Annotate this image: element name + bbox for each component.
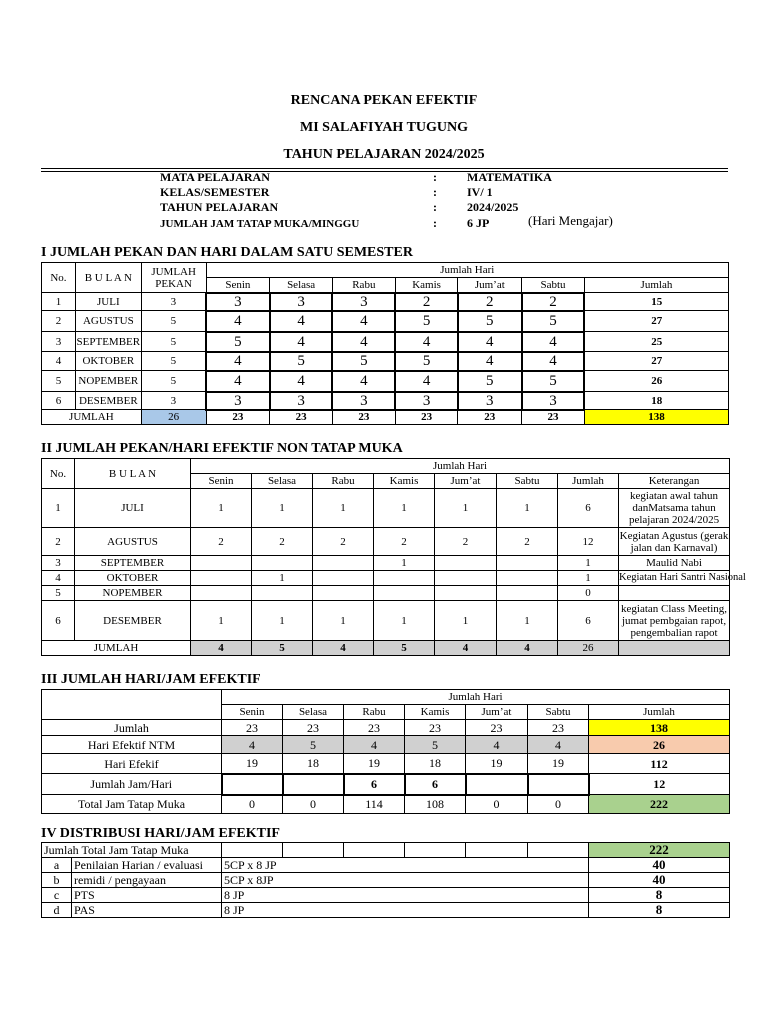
- row-day-value: 1: [374, 489, 435, 528]
- row-no: 5: [42, 371, 76, 392]
- info-sep: :: [433, 185, 437, 199]
- row-day-value: 1: [252, 571, 313, 586]
- row-day-value: 2: [458, 293, 522, 311]
- summary-day: 5: [252, 641, 313, 656]
- blank-cell: [466, 843, 528, 858]
- section-4-title: IV DISTRIBUSI HARI/JAM EFEKTIF: [41, 826, 280, 841]
- row-day-value: 6: [344, 774, 405, 795]
- row-day-value: 4: [466, 736, 528, 754]
- row-day-value: 1: [191, 489, 252, 528]
- row-day-value: 5: [458, 311, 522, 332]
- row-day-value: 4: [332, 332, 395, 352]
- header-keterangan: Keterangan: [619, 474, 730, 489]
- table-row: [42, 843, 730, 858]
- header-rule-bottom: [41, 171, 728, 172]
- summary-label: JUMLAH: [42, 641, 191, 656]
- row-label: Hari Efekif: [42, 754, 222, 774]
- row-day-value: 1: [374, 601, 435, 641]
- blank-cell: [405, 843, 466, 858]
- row-total: 15: [584, 293, 728, 311]
- row-day-value: 4: [332, 311, 395, 332]
- row-day-value: [435, 586, 497, 601]
- row-day-value: 5: [395, 352, 458, 371]
- row-day-value: 4: [395, 371, 458, 392]
- table-non-tatap-muka: [41, 458, 746, 656]
- row-day-value: 5: [206, 332, 270, 352]
- info-label: MATA PELAJARAN: [160, 170, 270, 184]
- blank-cell: [528, 843, 589, 858]
- row-day-value: [191, 586, 252, 601]
- table-row: [42, 903, 730, 918]
- row-no: 6: [42, 601, 75, 641]
- table-row: [42, 556, 730, 571]
- row-day-value: 23: [222, 720, 283, 736]
- row-day-value: 4: [270, 371, 333, 392]
- header-day: Sabtu: [497, 474, 558, 489]
- blank-cell: [344, 843, 405, 858]
- row-no: 3: [42, 332, 76, 352]
- row-month: AGUSTUS: [75, 528, 191, 556]
- row-day-value: [497, 571, 558, 586]
- row-day-value: 0: [528, 795, 589, 814]
- row-month: SEPTEMBER: [75, 332, 141, 352]
- row-label: Jumlah Total Jam Tatap Muka: [42, 843, 222, 858]
- row-day-value: [191, 556, 252, 571]
- summary-total: 138: [584, 410, 728, 425]
- row-no: 6: [42, 392, 76, 410]
- row-no: 2: [42, 311, 76, 332]
- row-total: 26: [589, 736, 730, 754]
- row-day-value: 4: [522, 352, 585, 371]
- row-day-value: 23: [283, 720, 344, 736]
- header-day: Kamis: [374, 474, 435, 489]
- info-label: JUMLAH JAM TATAP MUKA/MINGGU: [160, 218, 360, 230]
- row-total: 40: [589, 873, 730, 888]
- row-day-value: 4: [458, 332, 522, 352]
- table-row: [42, 774, 730, 795]
- row-weeks: 5: [141, 311, 206, 332]
- table-row: [42, 293, 729, 311]
- row-day-value: 2: [191, 528, 252, 556]
- row-day-value: 4: [206, 371, 270, 392]
- row-day-value: 0: [222, 795, 283, 814]
- table-row: [42, 720, 730, 736]
- row-month: AGUSTUS: [75, 311, 141, 332]
- summary-day: 4: [435, 641, 497, 656]
- header-total: Jumlah: [589, 705, 730, 720]
- row-total: 222: [589, 843, 730, 858]
- row-weeks: 3: [141, 293, 206, 311]
- table-row: [42, 888, 730, 903]
- header-jumlah-hari: Jumlah Hari: [191, 459, 730, 474]
- header-day: Kamis: [395, 278, 458, 293]
- row-no: 2: [42, 528, 75, 556]
- row-day-value: 6: [405, 774, 466, 795]
- row-day-value: 3: [206, 293, 270, 311]
- info-sep: :: [433, 216, 437, 230]
- row-total: 0: [558, 586, 619, 601]
- row-day-value: [283, 774, 344, 795]
- header-day: Jum’at: [466, 705, 528, 720]
- table-row: [42, 571, 730, 586]
- row-day-value: [374, 586, 435, 601]
- header-day: Sabtu: [528, 705, 589, 720]
- info-value: 2024/2025: [467, 200, 519, 214]
- row-total: 8: [589, 903, 730, 918]
- table-pekan-hari: [41, 262, 729, 425]
- header-day: Rabu: [313, 474, 374, 489]
- header-blank: [42, 690, 222, 720]
- row-day-value: 5: [522, 311, 585, 332]
- summary-day: 23: [522, 410, 585, 425]
- row-no: 3: [42, 556, 75, 571]
- row-letter: b: [42, 873, 72, 888]
- header-day: Sabtu: [522, 278, 585, 293]
- row-day-value: 1: [313, 489, 374, 528]
- row-total: 25: [584, 332, 728, 352]
- row-total: 27: [584, 311, 728, 332]
- row-total: 18: [584, 392, 728, 410]
- info-note: (Hari Mengajar): [528, 213, 613, 228]
- row-total: 12: [558, 528, 619, 556]
- summary-day: 4: [313, 641, 374, 656]
- row-day-value: 1: [313, 601, 374, 641]
- row-label: PTS: [72, 888, 222, 903]
- summary-total: 26: [558, 641, 619, 656]
- row-day-value: 5: [395, 311, 458, 332]
- row-day-value: 4: [222, 736, 283, 754]
- row-day-value: 4: [458, 352, 522, 371]
- row-day-value: [313, 571, 374, 586]
- section-2-title: II JUMLAH PEKAN/HARI EFEKTIF NON TATAP MUKA: [41, 441, 403, 456]
- row-day-value: [222, 774, 283, 795]
- row-day-value: [374, 571, 435, 586]
- summary-weeks: 26: [141, 410, 206, 425]
- row-keterangan: kegiatan awal tahun danMatsama tahun pelajaran 2024/2025: [619, 489, 730, 528]
- row-day-value: 108: [405, 795, 466, 814]
- doc-title: RENCANA PEKAN EFEKTIF: [290, 93, 478, 108]
- row-month: JULI: [75, 293, 141, 311]
- row-day-value: 5: [405, 736, 466, 754]
- row-label: Hari Efektif NTM: [42, 736, 222, 754]
- row-total: 6: [558, 489, 619, 528]
- table-row: [42, 736, 730, 754]
- table-row: [42, 873, 730, 888]
- academic-year-title: TAHUN PELAJARAN 2024/2025: [283, 147, 485, 162]
- row-desc: 8 JP: [222, 903, 589, 918]
- row-total: 26: [584, 371, 728, 392]
- row-day-value: 2: [313, 528, 374, 556]
- row-day-value: 19: [222, 754, 283, 774]
- row-desc: 5CP x 8JP: [222, 873, 589, 888]
- row-day-value: 1: [497, 489, 558, 528]
- header-bulan: B U L A N: [75, 459, 191, 489]
- row-day-value: 18: [283, 754, 344, 774]
- row-total: 138: [589, 720, 730, 736]
- row-no: 1: [42, 489, 75, 528]
- row-day-value: 5: [283, 736, 344, 754]
- summary-label: JUMLAH: [42, 410, 142, 425]
- row-day-value: 4: [522, 332, 585, 352]
- row-total: 1: [558, 571, 619, 586]
- row-day-value: 114: [344, 795, 405, 814]
- row-day-value: [466, 774, 528, 795]
- info-sep: :: [433, 170, 437, 184]
- row-label: Jumlah: [42, 720, 222, 736]
- row-day-value: 1: [252, 601, 313, 641]
- table-row: [42, 489, 730, 528]
- row-day-value: 4: [206, 352, 270, 371]
- row-day-value: 19: [466, 754, 528, 774]
- header-day: Senin: [191, 474, 252, 489]
- header-day: Selasa: [283, 705, 344, 720]
- row-day-value: 2: [395, 293, 458, 311]
- row-total: 222: [589, 795, 730, 814]
- row-day-value: 4: [332, 371, 395, 392]
- row-no: 1: [42, 293, 76, 311]
- header-day: Rabu: [332, 278, 395, 293]
- row-day-value: 4: [270, 311, 333, 332]
- row-letter: c: [42, 888, 72, 903]
- row-day-value: 2: [435, 528, 497, 556]
- row-day-value: 1: [374, 556, 435, 571]
- row-keterangan: Kegiatan Hari Santri Nasional: [619, 571, 730, 586]
- row-keterangan: [619, 586, 730, 601]
- table-row: [42, 858, 730, 873]
- table-row: [42, 392, 729, 410]
- row-total: 40: [589, 858, 730, 873]
- row-total: 1: [558, 556, 619, 571]
- row-day-value: 3: [332, 392, 395, 410]
- header-no: No.: [42, 459, 75, 489]
- row-day-value: 1: [435, 489, 497, 528]
- row-day-value: [435, 571, 497, 586]
- summary-day: 23: [332, 410, 395, 425]
- row-label: Penilaian Harian / evaluasi: [72, 858, 222, 873]
- table-row: [42, 311, 729, 332]
- summary-row: [42, 641, 730, 656]
- row-day-value: 19: [344, 754, 405, 774]
- row-keterangan: kegiatan Class Meeting, jumat pembgaian rapot, pengembalian rapot: [619, 601, 730, 641]
- section-1-title: I JUMLAH PEKAN DAN HARI DALAM SATU SEMESTER: [41, 245, 413, 260]
- row-keterangan: Maulid Nabi: [619, 556, 730, 571]
- row-day-value: 23: [466, 720, 528, 736]
- row-total: 8: [589, 888, 730, 903]
- row-month: JULI: [75, 489, 191, 528]
- row-day-value: 23: [344, 720, 405, 736]
- row-desc: 5CP x 8 JP: [222, 858, 589, 873]
- summary-day: 23: [270, 410, 333, 425]
- row-day-value: 23: [405, 720, 466, 736]
- table-hari-jam-efektif: [41, 689, 730, 814]
- row-day-value: [497, 586, 558, 601]
- header-day: Senin: [206, 278, 270, 293]
- summary-day: 23: [395, 410, 458, 425]
- table-row: [42, 586, 730, 601]
- row-day-value: 18: [405, 754, 466, 774]
- row-day-value: [191, 571, 252, 586]
- blank-cell: [283, 843, 344, 858]
- row-day-value: [313, 556, 374, 571]
- row-day-value: 4: [344, 736, 405, 754]
- row-weeks: 5: [141, 371, 206, 392]
- table-distribusi: [41, 842, 730, 918]
- row-day-value: 4: [206, 311, 270, 332]
- row-total: 27: [584, 352, 728, 371]
- row-day-value: 0: [466, 795, 528, 814]
- header-no: No.: [42, 263, 76, 293]
- summary-blank: [619, 641, 730, 656]
- row-total: 112: [589, 754, 730, 774]
- row-total: 12: [589, 774, 730, 795]
- table-row: [42, 528, 730, 556]
- row-day-value: 4: [270, 332, 333, 352]
- row-month: NOPEMBER: [75, 586, 191, 601]
- info-value: IV/ 1: [467, 185, 493, 199]
- header-rule-top: [41, 168, 728, 169]
- row-desc: 8 JP: [222, 888, 589, 903]
- info-label: TAHUN PELAJARAN: [160, 200, 279, 214]
- row-day-value: 2: [497, 528, 558, 556]
- info-value: 6 JP: [467, 216, 490, 230]
- header-day: Kamis: [405, 705, 466, 720]
- row-day-value: 3: [270, 293, 333, 311]
- header-jumlah-hari: Jumlah Hari: [222, 690, 730, 705]
- row-day-value: 1: [191, 601, 252, 641]
- row-day-value: [252, 586, 313, 601]
- table-row: [42, 754, 730, 774]
- row-day-value: 3: [270, 392, 333, 410]
- row-day-value: 1: [252, 489, 313, 528]
- summary-day: 23: [206, 410, 270, 425]
- row-day-value: 5: [270, 352, 333, 371]
- row-day-value: 4: [528, 736, 589, 754]
- header-total: Jumlah: [584, 278, 728, 293]
- row-day-value: 2: [374, 528, 435, 556]
- row-month: DESEMBER: [75, 601, 191, 641]
- info-value: MATEMATIKA: [467, 170, 552, 184]
- row-day-value: 23: [528, 720, 589, 736]
- row-month: OKTOBER: [75, 352, 141, 371]
- summary-day: 5: [374, 641, 435, 656]
- row-month: SEPTEMBER: [75, 556, 191, 571]
- row-label: Total Jam Tatap Muka: [42, 795, 222, 814]
- row-weeks: 5: [141, 352, 206, 371]
- summary-row: [42, 410, 729, 425]
- row-day-value: 3: [332, 293, 395, 311]
- info-label: KELAS/SEMESTER: [160, 185, 270, 199]
- row-weeks: 5: [141, 332, 206, 352]
- header-day: Selasa: [252, 474, 313, 489]
- row-day-value: 0: [283, 795, 344, 814]
- row-label: Jumlah Jam/Hari: [42, 774, 222, 795]
- row-day-value: 19: [528, 754, 589, 774]
- summary-day: 4: [497, 641, 558, 656]
- row-day-value: 3: [395, 392, 458, 410]
- summary-day: 23: [458, 410, 522, 425]
- row-day-value: [313, 586, 374, 601]
- row-day-value: [435, 556, 497, 571]
- header-bulan: B U L A N: [75, 263, 141, 293]
- header-day: Rabu: [344, 705, 405, 720]
- row-month: DESEMBER: [75, 392, 141, 410]
- row-day-value: 4: [395, 332, 458, 352]
- header-day: Jum’at: [435, 474, 497, 489]
- row-day-value: 1: [435, 601, 497, 641]
- row-day-value: 5: [458, 371, 522, 392]
- row-no: 4: [42, 571, 75, 586]
- row-day-value: [528, 774, 589, 795]
- row-day-value: [252, 556, 313, 571]
- row-day-value: 2: [252, 528, 313, 556]
- row-day-value: 3: [458, 392, 522, 410]
- row-day-value: 5: [522, 371, 585, 392]
- summary-day: 4: [191, 641, 252, 656]
- row-day-value: 1: [497, 601, 558, 641]
- row-no: 4: [42, 352, 76, 371]
- row-month: NOPEMBER: [75, 371, 141, 392]
- table-row: [42, 352, 729, 371]
- school-name: MI SALAFIYAH TUGUNG: [299, 120, 469, 135]
- row-day-value: 2: [522, 293, 585, 311]
- row-total: 6: [558, 601, 619, 641]
- row-label: remidi / pengayaan: [72, 873, 222, 888]
- row-no: 5: [42, 586, 75, 601]
- table-row: [42, 795, 730, 814]
- header-total: Jumlah: [558, 474, 619, 489]
- row-weeks: 3: [141, 392, 206, 410]
- header-day: Selasa: [270, 278, 333, 293]
- row-day-value: [497, 556, 558, 571]
- row-day-value: 3: [522, 392, 585, 410]
- row-letter: d: [42, 903, 72, 918]
- table-row: [42, 332, 729, 352]
- info-sep: :: [433, 200, 437, 214]
- table-row: [42, 601, 730, 641]
- table-row: [42, 371, 729, 392]
- header-jumlah-hari: Jumlah Hari: [206, 263, 728, 278]
- row-letter: a: [42, 858, 72, 873]
- row-label: PAS: [72, 903, 222, 918]
- row-day-value: 5: [332, 352, 395, 371]
- blank-cell: [222, 843, 283, 858]
- row-month: OKTOBER: [75, 571, 191, 586]
- section-3-title: III JUMLAH HARI/JAM EFEKTIF: [41, 672, 261, 687]
- row-day-value: 3: [206, 392, 270, 410]
- row-keterangan: Kegiatan Agustus (gerak jalan dan Karnaval): [619, 529, 729, 554]
- header-jumlah-pekan: JUMLAH PEKAN: [141, 263, 206, 293]
- header-day: Senin: [222, 705, 283, 720]
- header-day: Jum’at: [458, 278, 522, 293]
